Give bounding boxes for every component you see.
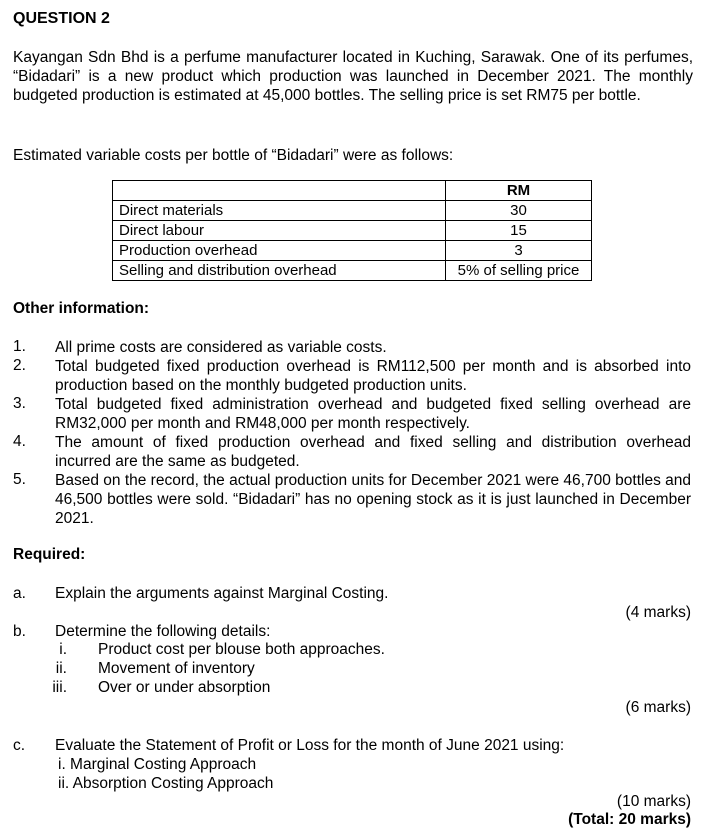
list-item: Total budgeted fixed administration overhead and budgeted fixed selling overhead are RM32,000 per month and RM48,000 per month respectively. (55, 396, 691, 432)
intro-paragraph: Kayangan Sdn Bhd is a perfume manufacturer located in Kuching, Sarawak. One of its perfumes, “Bidadari” is a new product which production was launched in December 2021. The monthly budgeted production is estimated at 45,000 bottles. The selling price is set RM75 per bottle. (13, 49, 693, 104)
list-item: The amount of fixed production overhead and fixed selling and distribution overhead incurred are the same as budgeted. (55, 434, 691, 470)
part-b-marks: (6 marks) (625, 699, 691, 716)
list-item: All prime costs are considered as variable costs. (55, 339, 387, 356)
list-item-number: 3. (13, 395, 26, 412)
cost-item: Production overhead (113, 241, 446, 261)
part-c-marks: (10 marks) (616, 793, 691, 810)
part-a-letter: a. (13, 585, 26, 602)
cost-value: 30 (446, 201, 592, 221)
list-item: Total budgeted fixed production overhead is RM112,500 per month and is absorbed into production based on the monthly budgeted production units. (55, 358, 691, 394)
cost-value: 15 (446, 221, 592, 241)
part-c-text: Evaluate the Statement of Profit or Loss for the month of June 2021 using: (55, 737, 565, 754)
variable-cost-table (112, 180, 592, 281)
part-b-sub-item: Over or under absorption (98, 679, 271, 696)
other-info-heading: Other information: (13, 300, 150, 317)
question-title: QUESTION 2 (13, 10, 110, 27)
list-item-number: 2. (13, 357, 26, 374)
required-heading: Required: (13, 546, 86, 563)
part-b-sub-item: Movement of inventory (98, 660, 255, 677)
table-header-row (113, 181, 592, 201)
part-c-letter: c. (13, 737, 26, 754)
table-header-rm: RM (446, 181, 592, 201)
part-b-sub-item: Product cost per blouse both approaches. (98, 641, 385, 658)
part-c-sub-item: i. Marginal Costing Approach (58, 756, 257, 773)
table-row (113, 241, 592, 261)
total-marks: (Total: 20 marks) (568, 811, 691, 828)
list-item: Based on the record, the actual production units for December 2021 were 46,700 bottles and 46,500 bottles were sold. “Bidadari” has no opening stock as it is just launched in December 2021. (55, 472, 691, 527)
list-item-number: 4. (13, 433, 26, 450)
cost-value: 5% of selling price (446, 261, 592, 281)
part-b-sub-number: iii. (52, 679, 67, 696)
table-row (113, 261, 592, 281)
part-c-sub-item: ii. Absorption Costing Approach (58, 775, 274, 792)
cost-item: Direct labour (113, 221, 446, 241)
cost-item: Selling and distribution overhead (113, 261, 446, 281)
part-a-marks: (4 marks) (625, 604, 691, 621)
variable-cost-intro: Estimated variable costs per bottle of “Bidadari” were as follows: (13, 147, 454, 164)
part-b-sub-number: ii. (55, 660, 67, 677)
table-header-blank (113, 181, 446, 201)
part-b-letter: b. (13, 623, 26, 640)
cost-value: 3 (446, 241, 592, 261)
part-a-text: Explain the arguments against Marginal Costing. (55, 585, 389, 602)
table-row (113, 221, 592, 241)
list-item-number: 1. (13, 338, 26, 355)
cost-item: Direct materials (113, 201, 446, 221)
list-item-number: 5. (13, 471, 26, 488)
part-b-sub-number: i. (59, 641, 67, 658)
part-b-text: Determine the following details: (55, 623, 271, 640)
table-row (113, 201, 592, 221)
